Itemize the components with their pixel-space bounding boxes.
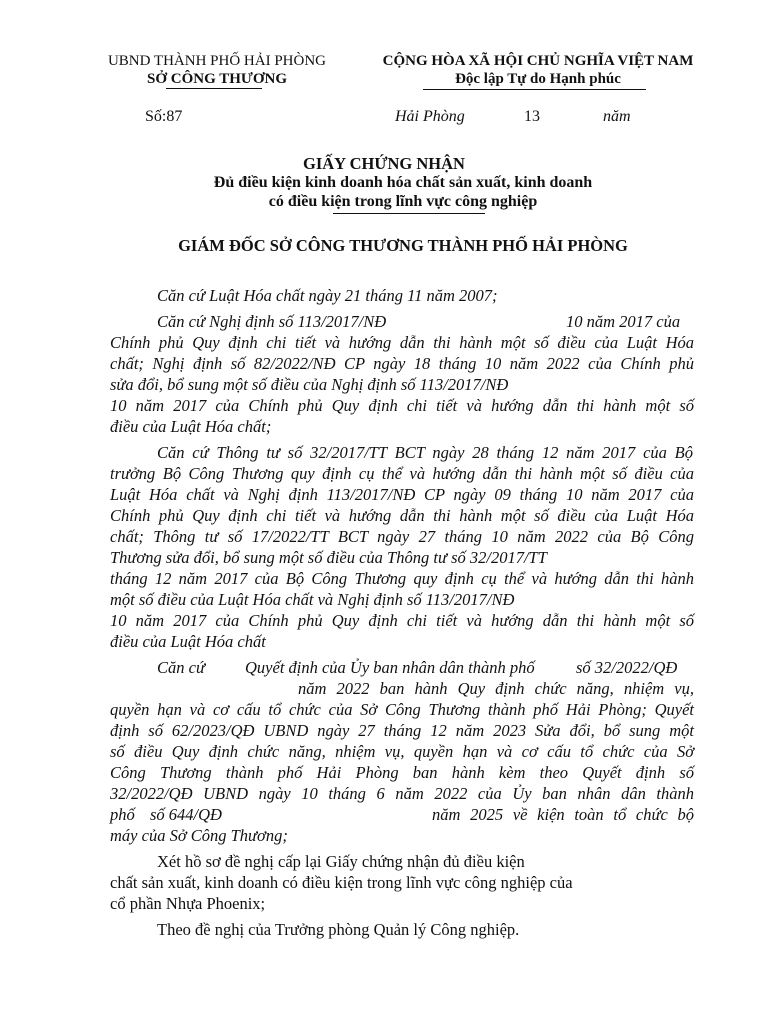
para4-line8a: phố xyxy=(110,805,135,824)
issue-year-word: năm xyxy=(603,108,631,125)
para4-line2: năm 2022 ban hành Quy định chức năng, nhiệm vụ, xyxy=(298,679,694,698)
title-underline xyxy=(333,213,485,214)
issue-day: 13 xyxy=(524,108,540,125)
para2-line5: 10 năm 2017 của Chính phủ Quy định chi tiết và hướng dẫn thi hành một số xyxy=(110,396,694,415)
para3-line5: chất; Thông tư số 17/2022/TT BCT ngày 27 tháng 10 năm 2022 của Bộ Công xyxy=(110,527,694,546)
issuer-underline xyxy=(166,88,262,89)
issue-place: Hải Phòng xyxy=(395,108,465,125)
para5-line2: chất sản xuất, kinh doanh có điều kiện trong lĩnh vực công nghiệp của xyxy=(110,873,573,892)
para2-line1b: 10 năm 2017 của xyxy=(566,312,681,331)
para5-line3: cổ phần Nhựa Phoenix; xyxy=(110,894,266,913)
para3-line3: Luật Hóa chất và Nghị định 113/2017/NĐ CP ngày 09 tháng 10 năm 2017 của xyxy=(110,485,694,504)
issuer-city: UBND THÀNH PHỐ HẢI PHÒNG xyxy=(107,53,327,69)
para4-line3: quyền hạn và cơ cấu tổ chức của Sở Công Thương thành phố Hải Phòng; Quyết xyxy=(110,700,694,719)
para3-line4: Chính phủ Quy định chi tiết và hướng dẫn thi hành một số điều của Luật Hóa xyxy=(110,506,694,525)
para3-line2: trưởng Bộ Công Thương quy định cụ thể và hướng dẫn thi hành một số điều của xyxy=(110,464,694,483)
para4-line7: 32/2022/QĐ UBND ngày 10 tháng 6 năm 2022 của Ủy ban nhân dân thành xyxy=(110,784,694,803)
issuer-department: SỞ CÔNG THƯƠNG xyxy=(146,71,288,87)
para4-line1c: số 32/2022/QĐ xyxy=(576,658,678,677)
certificate-title: GIẤY CHỨNG NHẬN xyxy=(303,154,465,173)
para4-line8c: năm 2025 về kiện toàn tổ chức bộ xyxy=(432,805,694,824)
para4-line1b: Quyết định của Ủy ban nhân dân thành phố xyxy=(245,658,535,677)
para4-line6: Công Thương thành phố Hải Phòng ban hành kèm theo Quyết định số xyxy=(110,763,694,782)
para4-line8b: số 644/QĐ xyxy=(150,805,222,824)
para3-line9: 10 năm 2017 của Chính phủ Quy định chi tiết và hướng dẫn thi hành một số xyxy=(110,611,694,630)
para3-line10: điều của Luật Hóa chất xyxy=(110,632,266,651)
para5-line1: Xét hồ sơ đề nghị cấp lại Giấy chứng nhận đủ điều kiện xyxy=(157,852,525,871)
para2-line3: chất; Nghị định số 82/2022/NĐ CP ngày 18 tháng 10 năm 2022 của Chính phủ xyxy=(110,354,694,373)
motto-underline xyxy=(423,89,646,90)
authority-heading: GIÁM ĐỐC SỞ CÔNG THƯƠNG THÀNH PHỐ HẢI PHÒNG xyxy=(178,236,628,255)
certificate-subtitle-2: có điều kiện trong lĩnh vực công nghiệp xyxy=(268,193,538,210)
para4-line9: máy của Sở Công Thương; xyxy=(110,826,288,845)
para4-line1a: Căn cứ xyxy=(157,658,205,677)
para2-line2: Chính phủ Quy định chi tiết và hướng dẫn thi hành một số điều của Luật Hóa xyxy=(110,333,694,352)
para3-line6: Thương sửa đổi, bổ sung một số điều của Thông tư số 32/2017/TT xyxy=(110,548,547,567)
para3-line1: Căn cứ Thông tư số 32/2017/TT BCT ngày 28 tháng 12 năm 2017 của Bộ xyxy=(157,443,693,462)
para3-line7: tháng 12 năm 2017 của Bộ Công Thương quy định cụ thể và hướng dẫn thi hành xyxy=(110,569,694,588)
para2-line1a: Căn cứ Nghị định số 113/2017/NĐ xyxy=(157,312,387,331)
para2-line4: sửa đổi, bổ sung một số điều của Nghị định số 113/2017/NĐ xyxy=(110,375,509,394)
motto: Độc lập Tự do Hạnh phúc xyxy=(455,71,621,87)
country-name: CỘNG HÒA XÃ HỘI CHỦ NGHĨA VIỆT NAM xyxy=(382,53,694,69)
issuer-block xyxy=(92,52,342,88)
para4-line4: định số 62/2023/QĐ UBND ngày 27 tháng 12 năm 2023 Sửa đổi, bổ sung một xyxy=(110,721,694,740)
national-motto-block xyxy=(360,52,716,88)
para3-line8: một số điều của Luật Hóa chất và Nghị định số 113/2017/NĐ xyxy=(110,590,515,609)
certificate-subtitle-1: Đủ điều kiện kinh doanh hóa chất sản xuất, kinh doanh xyxy=(213,174,593,191)
document-number: Số:87 xyxy=(145,108,183,125)
para2-line6: điều của Luật Hóa chất; xyxy=(110,417,272,436)
para4-line5: số điều Quy định chức năng, nhiệm vụ, quyền hạn và cơ cấu tổ chức của Sở xyxy=(110,742,694,761)
basis-law: Căn cứ Luật Hóa chất ngày 21 tháng 11 năm 2007; xyxy=(157,286,498,305)
proposal-line: Theo đề nghị của Trưởng phòng Quản lý Công nghiệp. xyxy=(157,920,520,939)
